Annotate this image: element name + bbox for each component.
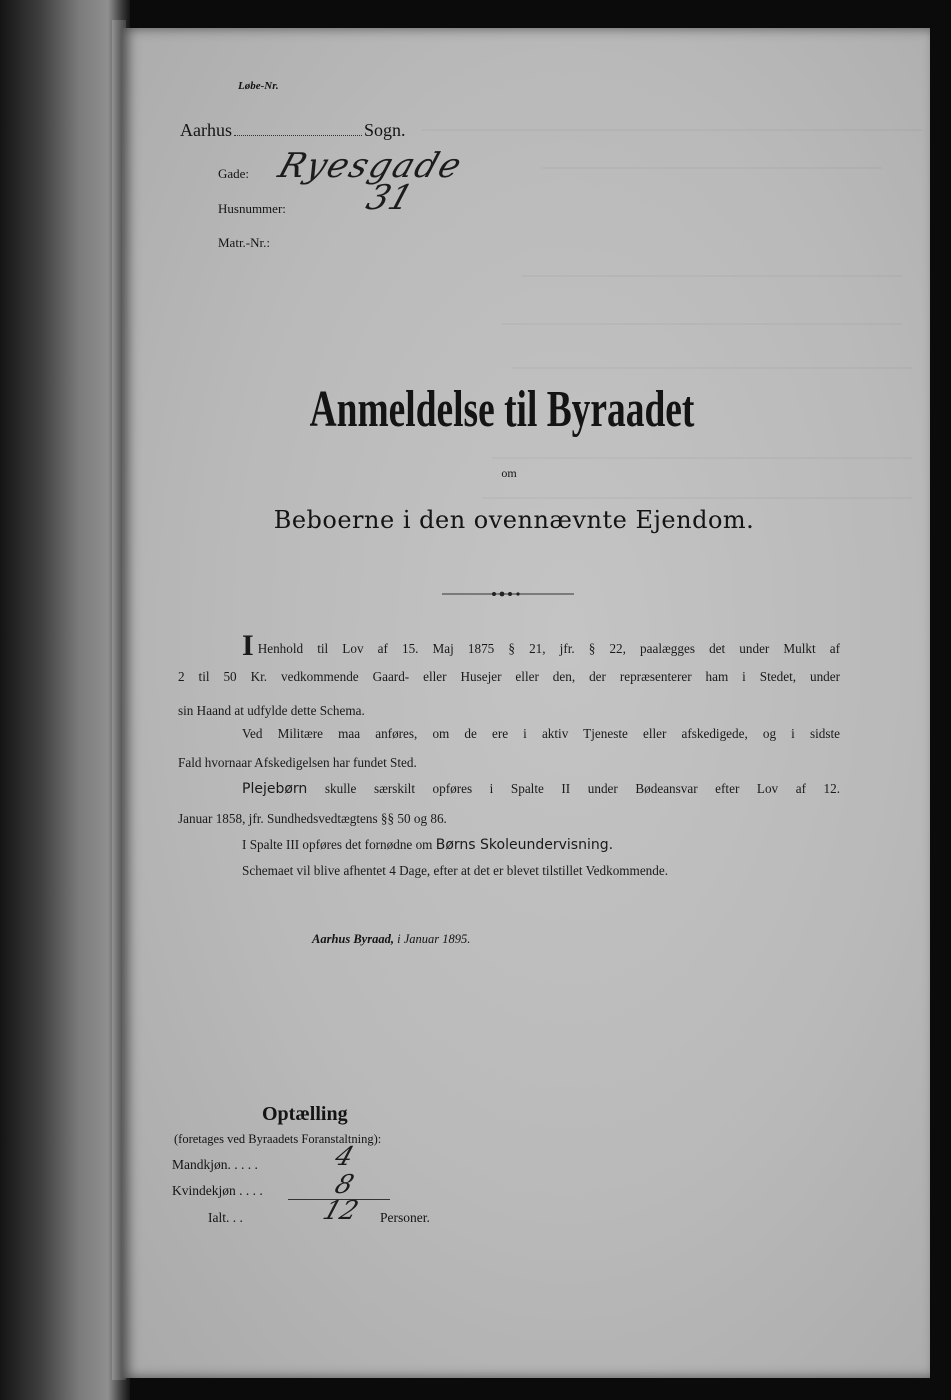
body-paragraph-5: Schemaet vil blive afhentet 4 Dage, efter at det er blevet tilstillet Vedkommende. xyxy=(242,863,669,878)
house-number-label: Husnummer: xyxy=(218,201,286,216)
signature-authority: Aarhus Byraad, xyxy=(312,932,394,946)
male-count-label: Mandkjøn. . . . . xyxy=(172,1157,258,1172)
persons-label: Personer. xyxy=(380,1210,430,1225)
paragraph-text: I Spalte III opføres det fornødne om xyxy=(242,837,433,852)
signature-date: i Januar 1895. xyxy=(397,932,471,946)
drop-cap: I xyxy=(242,629,254,662)
count-title: Optælling xyxy=(262,1103,348,1125)
divider-ornament xyxy=(442,590,574,598)
schooling-heading: Børns Skoleundervisning. xyxy=(435,837,614,853)
foster-children-heading: Plejebørn xyxy=(242,781,308,797)
parish-row xyxy=(180,120,406,141)
count-note: (foretages ved Byraadets Foranstaltning): xyxy=(174,1132,382,1146)
body-paragraph-1-line-2: 2 til 50 Kr. vedkommende Gaard- eller Husejer eller den, der repræsenterer ham i Stedet, under xyxy=(178,669,840,684)
page-subtitle: Beboerne i den ovennævnte Ejendom. xyxy=(273,506,755,534)
parish-label: Sogn. xyxy=(364,120,406,140)
cadastral-number-label: Matr.-Nr.: xyxy=(218,235,270,250)
street-label: Gade: xyxy=(218,166,250,181)
book-binding xyxy=(0,0,130,1400)
body-paragraph-2-line-2: Fald hvornaar Afskedigelsen har fundet Sted. xyxy=(178,755,417,770)
title-connector: om xyxy=(501,466,517,480)
body-paragraph-3-line-1 xyxy=(242,776,840,803)
body-paragraph-3-line-2: Januar 1858, jfr. Sundhedsvedtægtens §§ 50 og 86. xyxy=(178,811,447,826)
serial-number-label: Løbe-Nr. xyxy=(238,80,279,92)
female-count-value: 8 xyxy=(331,1170,358,1200)
body-paragraph-1-line-1 xyxy=(242,629,840,663)
total-count-label: Ialt. . . xyxy=(208,1210,243,1225)
paragraph-text: skulle særskilt opføres i Spalte II under Bødeansvar efter Lov af 12. xyxy=(324,781,841,796)
body-paragraph-4 xyxy=(242,832,613,859)
signature-line xyxy=(312,932,470,947)
total-count-value: 12 xyxy=(319,1196,362,1226)
body-paragraph-2-line-1: Ved Militære maa anføres, om de ere i aktiv Tjeneste eller afskedigede, og i sidste xyxy=(242,726,840,741)
body-paragraph-1-line-3: sin Haand at udfylde dette Schema. xyxy=(178,703,365,718)
female-count-label: Kvindekjøn . . . . xyxy=(172,1183,263,1198)
city-name: Aarhus xyxy=(180,120,232,140)
document-page xyxy=(122,28,930,1378)
male-count-value: 4 xyxy=(331,1142,358,1172)
paragraph-text: Henhold til Lov af 15. Maj 1875 § 21, jfr. § 22, paalægges det under Mulkt af xyxy=(257,641,840,656)
street-handwritten-value: Ryesgade xyxy=(273,146,469,186)
parish-fill-line xyxy=(234,121,362,136)
house-number-handwritten-value: 31 xyxy=(361,178,418,218)
page-title: Anmeldelse til Byraadet xyxy=(309,381,695,438)
